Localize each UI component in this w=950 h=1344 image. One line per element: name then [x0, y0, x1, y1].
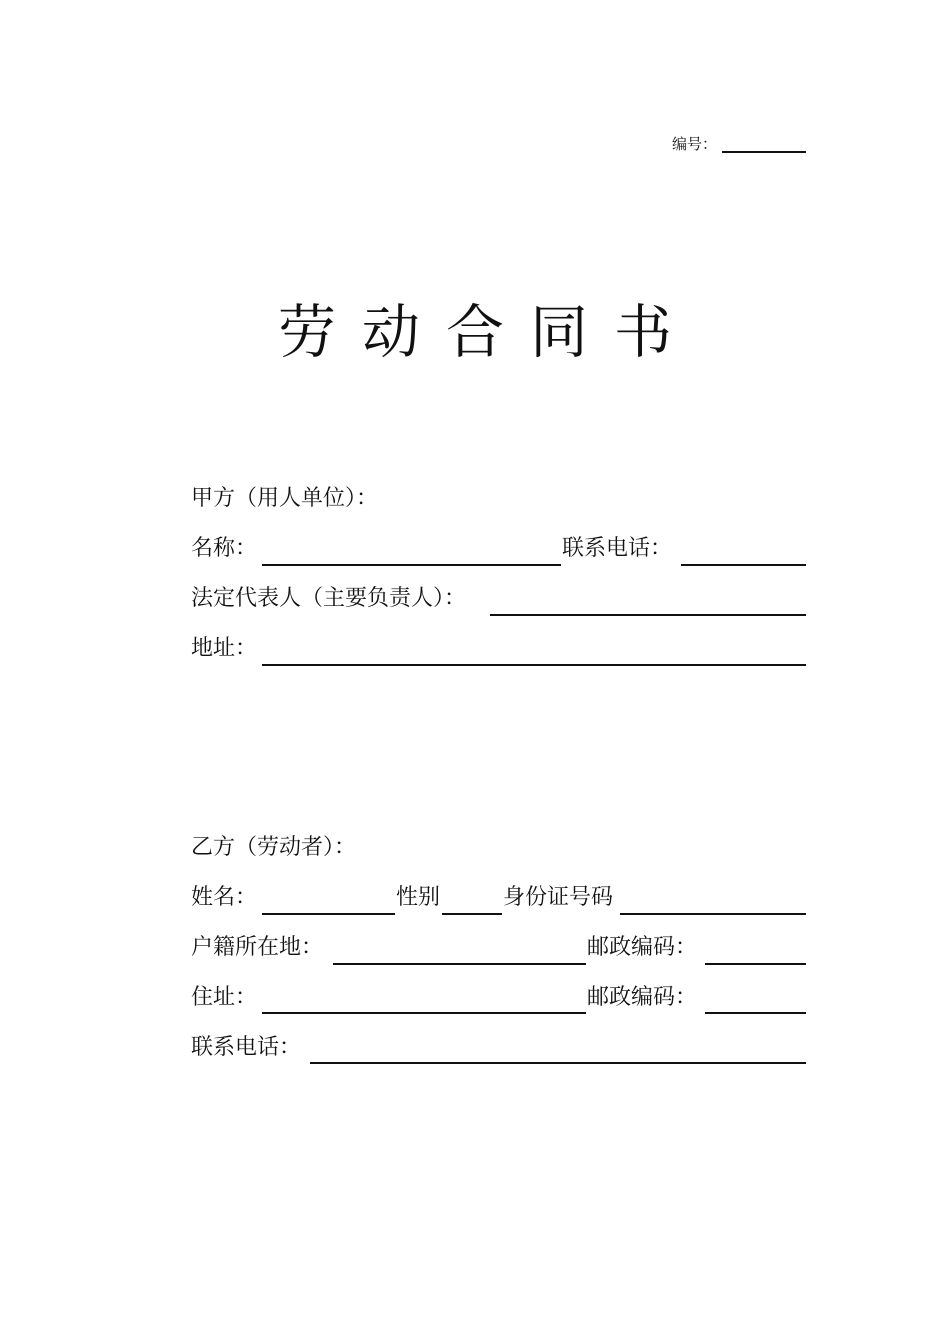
party-b-postcode-field-2[interactable]: [705, 1012, 806, 1014]
party-b-postcode-field-1[interactable]: [705, 963, 806, 965]
serial-number-field[interactable]: [722, 151, 806, 153]
party-a-name-field[interactable]: [262, 564, 561, 566]
party-b-hukou-label: 户籍所在地：: [191, 935, 324, 960]
party-b-address-field[interactable]: [262, 1012, 586, 1014]
party-a-address-field[interactable]: [262, 664, 806, 666]
party-b-postcode-label-1: 邮政编码：: [587, 935, 698, 960]
party-b-hukou-field[interactable]: [333, 963, 586, 965]
document-title: 劳动合同书: [277, 298, 698, 366]
party-b-id-label: 身份证号码: [503, 885, 614, 910]
party-b-address-label: 住址：: [191, 985, 258, 1010]
party-a-phone-field[interactable]: [681, 564, 806, 566]
party-b-name-label: 姓名：: [191, 885, 258, 910]
party-a-representative-label: 法定代表人（主要负责人）：: [191, 586, 467, 611]
serial-number-label: 编号：: [672, 135, 718, 153]
party-a-phone-label: 联系电话：: [562, 536, 673, 561]
party-b-id-field[interactable]: [620, 913, 806, 915]
party-b-phone-label: 联系电话：: [191, 1035, 302, 1060]
party-b-heading: 乙方（劳动者）：: [191, 835, 357, 860]
party-b-name-field[interactable]: [262, 913, 395, 915]
party-b-postcode-label-2: 邮政编码：: [587, 985, 698, 1010]
party-b-phone-field[interactable]: [310, 1062, 806, 1064]
party-a-heading: 甲方（用人单位）：: [191, 486, 379, 511]
party-a-representative-field[interactable]: [490, 614, 806, 616]
party-a-address-label: 地址：: [191, 636, 258, 661]
party-b-gender-field[interactable]: [442, 913, 502, 915]
party-b-gender-label: 性别: [396, 885, 441, 910]
party-a-name-label: 名称：: [191, 536, 258, 561]
